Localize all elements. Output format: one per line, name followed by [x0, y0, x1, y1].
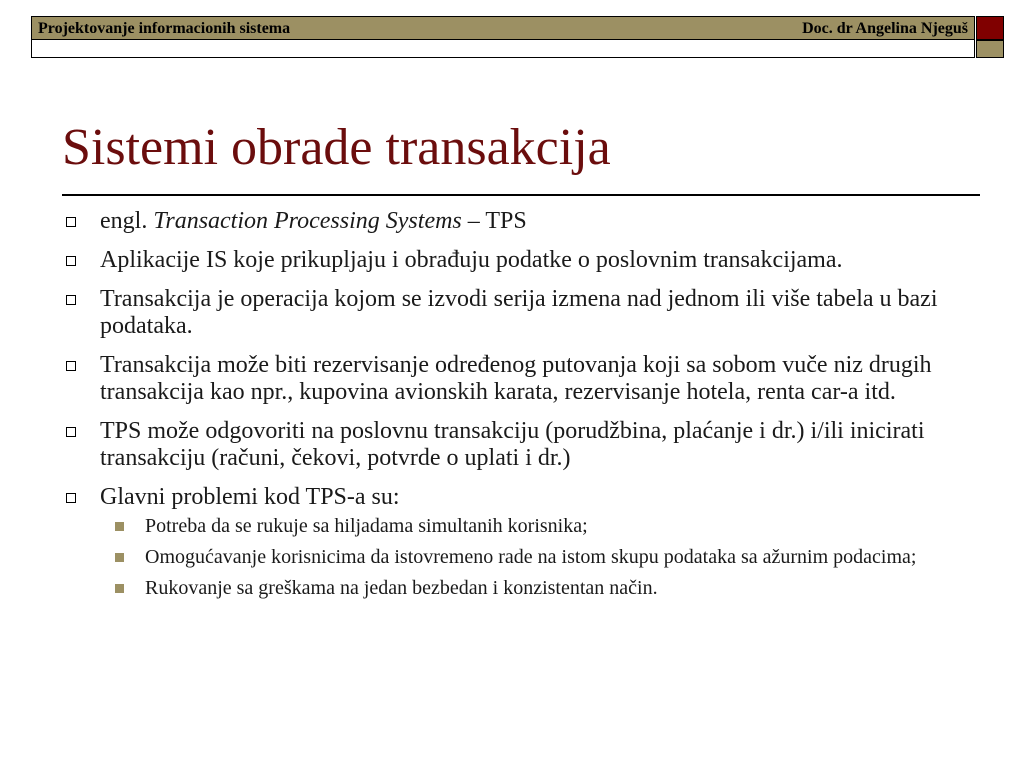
slide-title: Sistemi obrade transakcija [62, 119, 611, 176]
bullet-item [62, 208, 982, 235]
bullet-text: Aplikacije IS koje prikupljaju i obrađuju podatke o poslovnim transakcijama. [100, 247, 843, 273]
bullet-item [62, 352, 982, 406]
corner-accent-bottom [976, 40, 1004, 58]
course-title: Projektovanje informacionih sistema [38, 20, 291, 37]
sub-bullet-list [100, 515, 982, 600]
bullet-text: Glavni problemi kod TPS-a su: [100, 484, 400, 510]
bullet-item [62, 286, 982, 340]
slide-content [62, 208, 982, 612]
hollow-square-bullet-icon [66, 295, 76, 305]
bullet-text: Transakcija može biti rezervisanje određenog putovanja koji sa sobom vuče niz drugih transakcija kao npr., kupovina avionskih karata, rezervisanje hotela, renta car-a itd. [100, 352, 932, 405]
filled-square-bullet-icon [115, 584, 124, 593]
hollow-square-bullet-icon [66, 256, 76, 266]
corner-accent-top [976, 16, 1004, 40]
author-name: Doc. dr Angelina Njeguš [802, 20, 968, 37]
hollow-square-bullet-icon [66, 427, 76, 437]
bullet-text: TPS može odgovoriti na poslovnu transakciju (porudžbina, plaćanje i dr.) i/ili inicirati transakciju (računi, čekovi, potvrde o uplati i dr.) [100, 418, 925, 471]
sub-bullet-text: Omogućavanje korisnicima da istovremeno rade na istom skupu podataka sa ažurnim podacima; [145, 546, 917, 568]
bullet-item [62, 484, 982, 600]
filled-square-bullet-icon [115, 553, 124, 562]
sub-bullet-item [114, 546, 982, 569]
bullet-list [62, 208, 982, 600]
bullet-suffix: – TPS [461, 208, 527, 234]
bullet-emphasis: Transaction Processing Systems [153, 208, 462, 234]
bullet-text: Transakcija je operacija kojom se izvodi serija izmena nad jednom ili više tabela u bazi podataka. [100, 286, 938, 339]
sub-bullet-text: Potreba da se rukuje sa hiljadama simultanih korisnika; [145, 515, 588, 537]
sub-bullet-item [114, 515, 982, 538]
bullet-prefix: engl. [100, 208, 154, 234]
header-underline-box [31, 40, 975, 58]
bullet-item [62, 418, 982, 472]
title-divider [62, 194, 980, 196]
sub-bullet-item [114, 577, 982, 600]
hollow-square-bullet-icon [66, 217, 76, 227]
bullet-item [62, 247, 982, 274]
header-bar [31, 16, 975, 40]
hollow-square-bullet-icon [66, 493, 76, 503]
filled-square-bullet-icon [115, 522, 124, 531]
hollow-square-bullet-icon [66, 361, 76, 371]
sub-bullet-text: Rukovanje sa greškama na jedan bezbedan i konzistentan način. [145, 577, 658, 599]
